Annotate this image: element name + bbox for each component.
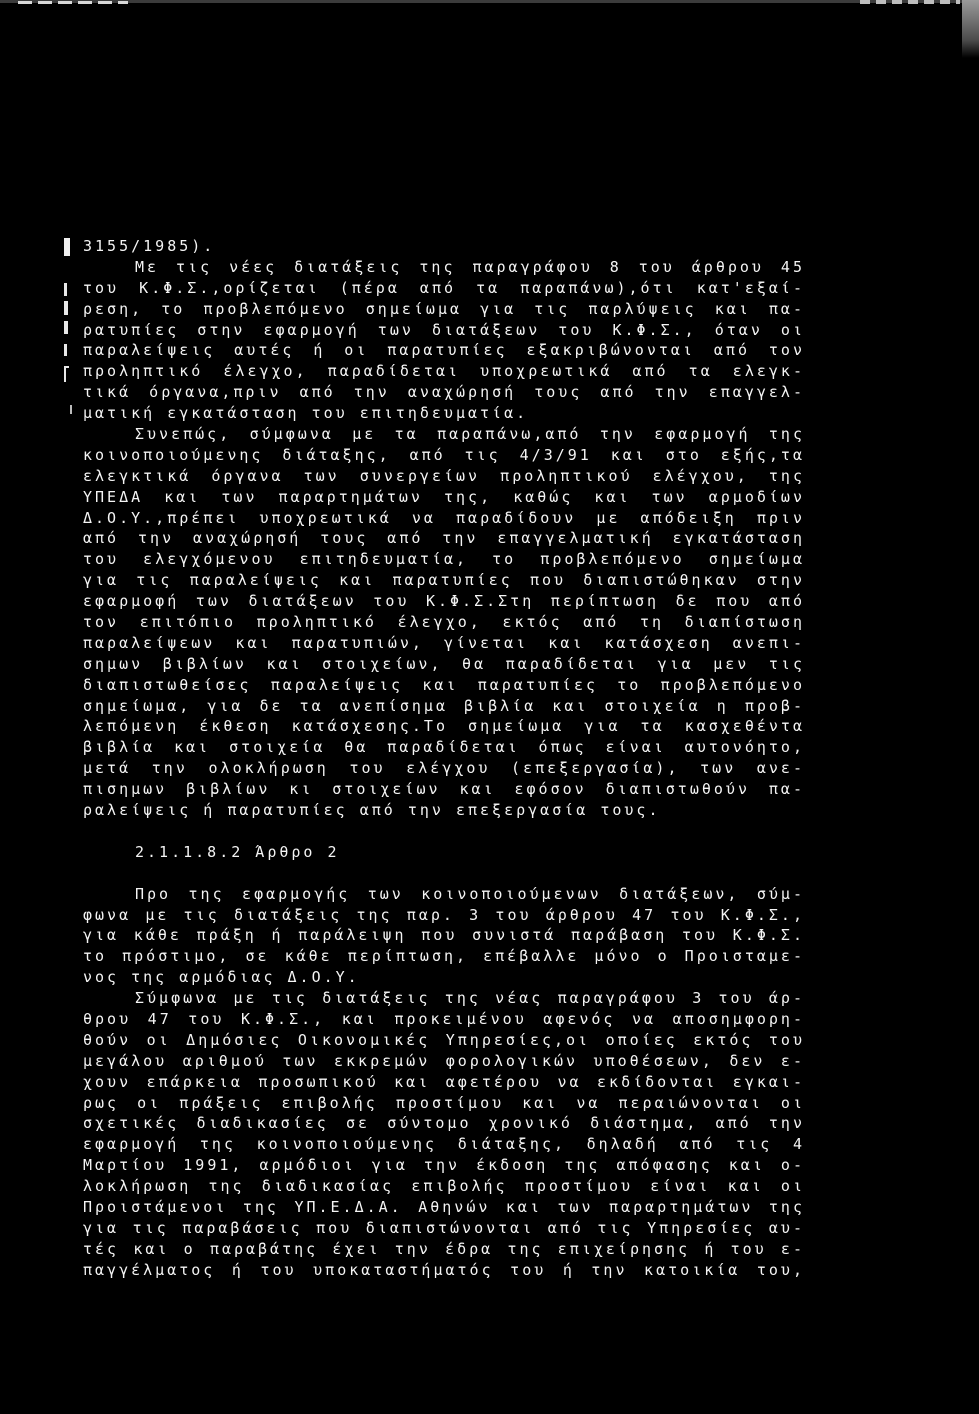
- paragraph-line: Με τις νέες διατάξεις της παραγράφου 8 του άρθρου 45: [135, 257, 805, 276]
- paragraph-line: εφαρμοφή των διατάξεων του Κ.Φ.Σ.Στη περίπτωση δε που από: [83, 592, 805, 611]
- scan-edge-top: [0, 0, 975, 3]
- paragraph-line: ρατυπίες στην εφαρμογή των διατάξεων του Κ.Φ.Σ., όταν οι: [83, 320, 805, 339]
- paragraph-line: νος της αρμόδιας Δ.Ο.Υ.: [83, 968, 360, 987]
- paragraph-line: του ελεγχόμενου επιτηδευματία, το προβλεπόμενο σημείωμα: [83, 550, 805, 569]
- paragraph-line: για τις παραβάσεις που διαπιστώνονται από τις Υπηρεσίες αυ-: [83, 1218, 805, 1237]
- paragraph-line: σημων βιβλίων και στοιχείων, θα παραδίδεται για μεν τις: [83, 654, 805, 673]
- paragraph-line: προληπτικό έλεγχο, παραδίδεται υποχρεωτικά από τα ελεγκ-: [83, 362, 805, 381]
- paragraph-line: σχετικές διαδικασίες σε σύντομο χρονικό διάστημα, από την: [83, 1114, 805, 1133]
- paragraph: [83, 988, 805, 1280]
- margin-mark: [64, 344, 67, 356]
- paragraph-line: παγγέλματος ή του υποκαταστήματός του ή την κατοικία του,: [83, 1260, 805, 1279]
- paragraph-line: τές και ο παραβάτης έχει την έδρα της επιχείρησης ή του ε-: [83, 1239, 805, 1258]
- margin-mark: [70, 405, 72, 414]
- paragraph-line: ΥΠΕΔΑ και των παραρτημάτων της, καθώς και των αρμοδίων: [83, 487, 805, 506]
- paragraph-line: Συνεπώς, σύμφωνα με τα παραπάνω,από την εφαρμογή της: [135, 425, 805, 444]
- margin-mark: [64, 366, 66, 382]
- paragraph-line: το πρόστιμο, σε κάθε περίπτωση, επέβαλλε μόνο ο Προισταμε-: [83, 947, 805, 966]
- paragraph-line: ραλείψεις ή παρατυπίες από την επεξεργασία τους.: [83, 801, 661, 820]
- paragraph-line: εφαρμογή της κοινοποιούμενης διάταξης, δηλαδή από τις 4: [83, 1135, 805, 1154]
- margin-mark: [64, 283, 67, 296]
- paragraph-line: από την αναχώρησή τους από την επαγγελματική εγκατάσταση: [83, 529, 805, 548]
- paragraph-line: του Κ.Φ.Σ.,ορίζεται (πέρα από τα παραπάνω),ότι κατ'εξαί-: [83, 278, 805, 297]
- continued-line: 3155/1985).: [83, 237, 216, 255]
- paragraph-line: μεγάλου αριθμού των εκκρεμών φορολογικών υποθέσεων, δεν ε-: [83, 1051, 805, 1070]
- margin-mark: [64, 366, 69, 368]
- paragraph: [83, 884, 805, 988]
- paragraph-line: Προιστάμενοι της ΥΠ.Ε.Δ.Α. Αθηνών και των παραρτημάτων της: [83, 1197, 805, 1216]
- paragraph-line: Δ.Ο.Υ.,πρέπει υποχρεωτικά να παραδίδουν με απόδειξη πριν: [83, 508, 805, 527]
- paragraph-line: πισημων βιβλίων κι στοιχείων και εφόσον διαπιστωθούν πα-: [83, 780, 805, 799]
- paragraph-line: λεπόμενη έκθεση κατάσχεσης.Το σημείωμα για τα κασχεθέντα: [83, 717, 805, 736]
- paragraph-line: φωνα με τις διατάξεις της παρ. 3 του άρθρου 47 του Κ.Φ.Σ.,: [83, 905, 805, 924]
- scan-noise-top-right: [860, 0, 960, 4]
- paragraph-line: Προ της εφαρμογής των κοινοποιούμενων διατάξεων, σύμ-: [135, 884, 805, 903]
- paragraph-line: σημείωμα, για δε τα ανεπίσημα βιβλία και στοιχεία η προβ-: [83, 696, 805, 715]
- section-heading: 2.1.1.8.2 Άρθρο 2: [135, 842, 340, 861]
- paragraph-line: λοκλήρωση της διαδικασίας επιβολής προστίμου είναι και οι: [83, 1177, 805, 1196]
- margin-mark: [64, 321, 68, 334]
- margin-mark: [64, 238, 70, 256]
- paragraph-line: ελεγκτικά όργανα των συνεργείων προληπτικού ελέγχου, της: [83, 466, 805, 485]
- paragraph-line: Μαρτίου 1991, αρμόδιοι για την έκδοση της απόφασης και ο-: [83, 1156, 805, 1175]
- paragraph-line: Σύμφωνα με τις διατάξεις της νέας παραγράφου 3 του άρ-: [135, 989, 805, 1008]
- margin-mark: [64, 301, 68, 315]
- paragraph-line: μετά την ολοκλήρωση του ελέγχου (επεξεργασία), των ανε-: [83, 759, 805, 778]
- paragraph-line: κοινοποιούμενης διάταξης, από τις 4/3/91 και στο εξής,τα: [83, 445, 805, 464]
- paragraph-line: ρως οι πράξεις επιβολής προστίμου και να περαιώνονται οι: [83, 1093, 805, 1112]
- paragraph-line: διαπιστωθείσες παραλείψεις και παρατυπίες το προβλεπόμενο: [83, 675, 805, 694]
- paragraph: [83, 257, 805, 424]
- paragraph-line: τικά όργανα,πριν από την αναχώρησή τους από την επαγγελ-: [83, 383, 805, 402]
- paragraph-line: τον επιτόπιο προληπτικό έλεγχο, εκτός από τη διαπίστωση: [83, 613, 805, 632]
- paragraph-line: ρεση, το προβλεπόμενο σημείωμα για τις παρλύψεις και πα-: [83, 299, 805, 318]
- paragraph: [83, 424, 805, 821]
- scan-edge-right: [962, 0, 979, 58]
- paragraph-line: θούν οι Δημόσιες Οικονομικές Υπηρεσίες,οι οποίες εκτός του: [83, 1030, 805, 1049]
- paragraph-line: παραλείψεων και παρατυπιών, γίνεται και κατάσχεση ανεπι-: [83, 633, 805, 652]
- paragraph-line: ματική εγκατάσταση του επιτηδευματία.: [83, 404, 529, 423]
- paragraph-line: θρου 47 του Κ.Φ.Σ., και προκειμένου αφενός να αποσημφορη-: [83, 1009, 805, 1028]
- paragraph-line: για κάθε πράξη ή παράλειψη που συνιστά παράβαση του Κ.Φ.Σ.: [83, 926, 805, 945]
- paragraph-line: βιβλία και στοιχεία θα παραδίδεται όπως είναι αυτονόητο,: [83, 738, 805, 757]
- paragraph-line: χουν επάρκεια προσωπικού και αφετέρου να εκδίδονται εγκαι-: [83, 1072, 805, 1091]
- paragraph-line: παραλείψεις αυτές ή οι παρατυπίες εξακριβώνονται από τον: [83, 341, 805, 360]
- scan-noise-top-left: [18, 1, 128, 4]
- document-body: [83, 236, 805, 1281]
- paragraph-line: για τις παραλείψεις και παρατυπίες που διαπιστώθηκαν στην: [83, 571, 805, 590]
